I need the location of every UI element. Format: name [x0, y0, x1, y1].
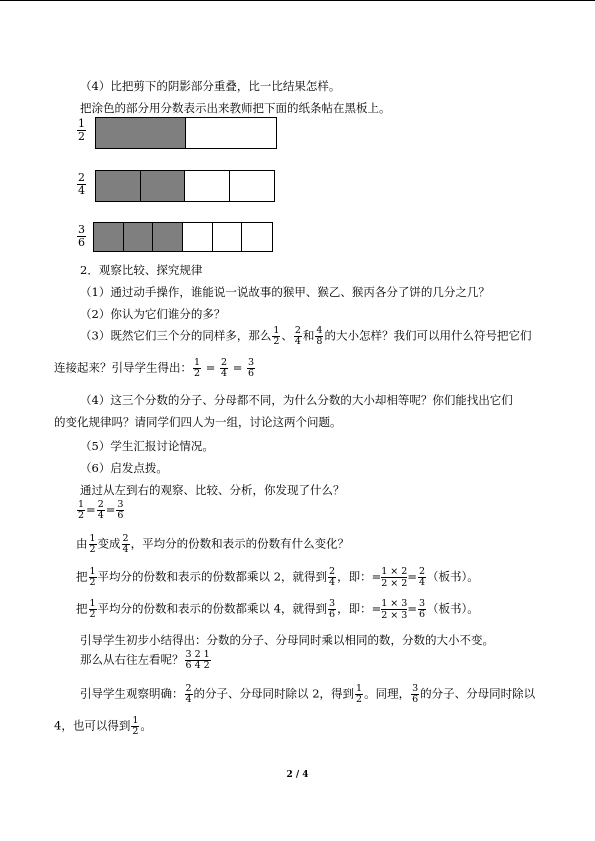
- question-3-line-2: 连接起来？引导学生得出： $\frac{1}{2}$ = $\frac{2}{4}$ = $\frac{3}{6}$: [54, 357, 255, 379]
- shaded-segment: [94, 223, 124, 251]
- fraction-2-4: $\frac{2}{4}$: [122, 533, 129, 555]
- blank-segment: [185, 171, 230, 201]
- intro-text: 把涂色的部分用分数表示出来教师把下面的纸条帖在黑板上。: [80, 101, 391, 115]
- fraction-1-2: $\frac{1}{2}$: [89, 566, 96, 588]
- divide-line-1: 引导学生观察明确： $\frac{2}{4}$ 的分子、分母同时除以 2，得到 $\frac{1}{2}$ 。同理， $\frac{3}{6}$ 的分子、分母同时除以: [80, 683, 536, 705]
- strip-label-2-4: $\frac{2}{4}$: [78, 171, 85, 197]
- fraction-2-4: $\frac{2}{4}$: [329, 566, 336, 588]
- equation-row: $\frac{1}{2}$ = $\frac{2}{4}$ = $\frac{3}{6}$: [78, 499, 124, 521]
- section-2-title: 2．观察比较、探究规律: [80, 263, 203, 277]
- fraction-3-6: $\frac{3}{6}$: [329, 598, 336, 620]
- fraction-1-2: $\frac{1}{2}$: [89, 533, 96, 555]
- shaded-segment: [124, 223, 154, 251]
- multiply-by-3: 把 $\frac{1}{2}$ 平均分的份数和表示的份数都乘以 4，就得到 $\frac{3}{6}$ ，即：= $\frac{1 \times 3}{2 \times 3}$ = $\frac{3}{6}$ （板书）。: [76, 598, 479, 621]
- fraction-4-8: $\frac{4}{8}$: [316, 325, 323, 347]
- fraction-strip-2-4: [95, 170, 275, 202]
- fraction-3-6: $\frac{3}{6}$: [248, 357, 255, 379]
- reverse-fractions: $\frac{3 2 1}{6 4 2}$: [185, 649, 210, 671]
- multiply-by-2: 把 $\frac{1}{2}$ 平均分的份数和表示的份数都乘以 2，就得到 $\frac{2}{4}$ ，即：= $\frac{1 \times 2}{2 \times 2}$ = $\frac{2}{4}$ （板书）。: [76, 566, 479, 589]
- strip-label-1-2: $\frac{1}{2}$: [78, 117, 85, 143]
- fraction-2-4: $\frac{2}{4}$: [221, 357, 228, 379]
- blank-segment: [183, 223, 213, 251]
- question-1: （1）通过动手操作，谁能说一说故事的猴甲、猴乙、猴丙各分了饼的几分之几？: [80, 285, 490, 299]
- blank-segment: [186, 118, 276, 148]
- fraction-1-2: $\frac{1}{2}$: [273, 325, 280, 347]
- shaded-segment: [96, 171, 141, 201]
- fraction-2-4: $\frac{2}{4}$: [97, 499, 104, 521]
- fraction-1-2: $\frac{1}{2}$: [194, 357, 201, 379]
- fraction-3-6: $\frac{3}{6}$: [418, 598, 425, 620]
- fraction-3-6: $\frac{3}{6}$: [412, 683, 419, 705]
- observe-text: 通过从左到右的观察、比较、分析，你发现了什么？: [80, 483, 345, 497]
- shaded-segment: [141, 171, 186, 201]
- fraction-strip-1-2: [95, 117, 277, 149]
- fraction-2-4: $\frac{2}{4}$: [185, 683, 192, 705]
- fraction-2-4: $\frac{2}{4}$: [418, 566, 425, 588]
- multiply-fraction: $\frac{1 \times 3}{2 \times 3}$: [381, 598, 408, 621]
- fraction-1-2: $\frac{1}{2}$: [132, 715, 139, 737]
- question-4-line-1: （4）这三个分数的分子、分母都不同，为什么分数的大小却相等呢？你们能找出它们: [80, 393, 513, 407]
- fraction-1-2: $\frac{1}{2}$: [356, 683, 363, 705]
- blank-segment: [242, 223, 272, 251]
- shaded-segment: [96, 118, 186, 148]
- fraction-3-6: $\frac{3}{6}$: [117, 499, 124, 521]
- top-rule: [0, 0, 595, 1]
- fraction-1-2: $\frac{1}{2}$: [78, 499, 85, 521]
- question-5: （5）学生汇报讨论情况。: [80, 439, 214, 453]
- summary-text: 引导学生初步小结得出：分数的分子、分母同时乘以相同的数，分数的大小不变。: [80, 633, 494, 647]
- blank-segment: [230, 171, 275, 201]
- divide-line-2: 4，也可以得到 $\frac{1}{2}$ 。: [54, 715, 152, 737]
- fraction-2-4: $\frac{2}{4}$: [294, 325, 301, 347]
- page-number: 2 / 4: [286, 770, 309, 780]
- shaded-segment: [153, 223, 183, 251]
- question-4-line-2: 的变化规律吗？请同学们四人为一组，讨论这两个问题。: [54, 415, 342, 429]
- question-6: （6）启发点拨。: [80, 461, 168, 475]
- change-question: 由 $\frac{1}{2}$ 变成 $\frac{2}{4}$ ，平均分的份数和表示的份数有什么变化？: [76, 533, 350, 555]
- fraction-strip-3-6: [93, 222, 273, 252]
- reverse-question: 那么从右往左看呢？ $\frac{3 2 1}{6 4 2}$: [80, 649, 210, 671]
- step-4: （4）比把剪下的阴影部分重叠，比一比结果怎样。: [80, 79, 341, 93]
- blank-segment: [213, 223, 243, 251]
- fraction-1-2: $\frac{1}{2}$: [89, 598, 96, 620]
- strip-label-3-6: $\frac{3}{6}$: [78, 223, 85, 249]
- question-2: （2）你认为它们谁分的多？: [80, 307, 226, 321]
- multiply-fraction: $\frac{1 \times 2}{2 \times 2}$: [381, 566, 408, 589]
- question-3-line-1: （3）既然它们三个分的同样多，那么 $\frac{1}{2}$ 、 $\frac{2}{4}$ 和 $\frac{4}{8}$ 的大小怎样？我们可以用什么符号把它们: [80, 325, 532, 347]
